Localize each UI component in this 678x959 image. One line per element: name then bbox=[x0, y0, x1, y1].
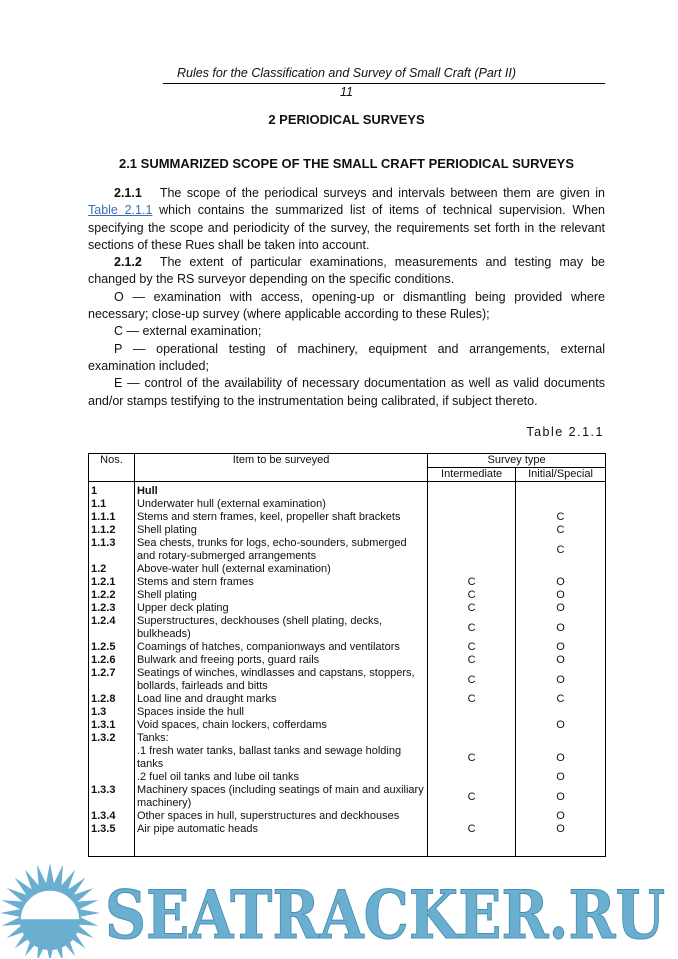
table-row bbox=[89, 706, 606, 719]
table-row bbox=[89, 537, 606, 563]
row-intermediate bbox=[428, 719, 516, 732]
row-intermediate: C bbox=[428, 693, 516, 706]
header-intermediate: Intermediate bbox=[428, 468, 516, 482]
row-item: Seatings of winches, windlasses and capstans, stoppers, bollards, fairleads and bitts bbox=[134, 667, 427, 693]
row-intermediate: C bbox=[428, 589, 516, 602]
legend-o: O — examination with access, opening-up or dismantling being provided where necessary; close-up survey (where applicable according to these Rules); bbox=[88, 289, 605, 322]
row-initial: O bbox=[516, 810, 606, 823]
table-row bbox=[89, 693, 606, 706]
row-number: 1 bbox=[89, 482, 135, 499]
row-intermediate: C bbox=[428, 615, 516, 641]
table-row bbox=[89, 641, 606, 654]
page-number: 11 bbox=[340, 85, 353, 99]
row-initial: O bbox=[516, 615, 606, 641]
para-text: The scope of the periodical surveys and intervals between them are given in bbox=[159, 186, 605, 200]
row-item: Other spaces in hull, superstructures and deckhouses bbox=[134, 810, 427, 823]
row-item: Coamings of hatches, companionways and ventilators bbox=[134, 641, 427, 654]
row-initial: C bbox=[516, 537, 606, 563]
row-item: Bulwark and freeing ports, guard rails bbox=[134, 654, 427, 667]
empty-cell bbox=[428, 836, 516, 857]
table-bottom bbox=[89, 836, 606, 857]
row-number bbox=[89, 771, 135, 784]
row-item: .1 fresh water tanks, ballast tanks and sewage holding tanks bbox=[134, 745, 427, 771]
row-number: 1.3.2 bbox=[89, 732, 135, 745]
row-intermediate bbox=[428, 511, 516, 524]
table-row bbox=[89, 602, 606, 615]
row-intermediate bbox=[428, 524, 516, 537]
table-row bbox=[89, 771, 606, 784]
table-link[interactable]: Table 2.1.1 bbox=[88, 203, 153, 218]
header-nos: Nos. bbox=[89, 454, 135, 482]
table-row bbox=[89, 563, 606, 576]
watermark-text: SEATRACKER.RU bbox=[105, 876, 665, 954]
row-intermediate: C bbox=[428, 667, 516, 693]
row-number: 1.2.3 bbox=[89, 602, 135, 615]
row-number: 1.1 bbox=[89, 498, 135, 511]
row-initial: O bbox=[516, 602, 606, 615]
header-initial: Initial/Special bbox=[516, 468, 606, 482]
table-label: Table 2.1.1 bbox=[526, 425, 604, 439]
row-item: Superstructures, deckhouses (shell plating, decks, bulkheads) bbox=[134, 615, 427, 641]
row-number: 1.2 bbox=[89, 563, 135, 576]
para-number: 2.1.1 bbox=[114, 186, 142, 200]
row-initial: O bbox=[516, 667, 606, 693]
table-row bbox=[89, 482, 606, 499]
row-initial bbox=[516, 563, 606, 576]
row-number: 1.1.3 bbox=[89, 537, 135, 563]
row-initial bbox=[516, 706, 606, 719]
row-item: Above-water hull (external examination) bbox=[134, 563, 427, 576]
row-initial: O bbox=[516, 641, 606, 654]
row-intermediate: C bbox=[428, 602, 516, 615]
row-intermediate bbox=[428, 498, 516, 511]
row-initial: O bbox=[516, 589, 606, 602]
row-intermediate bbox=[428, 482, 516, 499]
row-item: Machinery spaces (including seatings of main and auxiliary machinery) bbox=[134, 784, 427, 810]
row-number: 1.2.2 bbox=[89, 589, 135, 602]
row-initial bbox=[516, 498, 606, 511]
para-text: which contains the summarized list of items of technical supervision. When specifying the scope and periodicity of the survey, the requirements set forth in the relevant sections of these Rues shall be taken into account. bbox=[88, 203, 605, 252]
empty-cell bbox=[89, 836, 135, 857]
row-number: 1.2.1 bbox=[89, 576, 135, 589]
row-number: 1.3 bbox=[89, 706, 135, 719]
row-item: Underwater hull (external examination) bbox=[134, 498, 427, 511]
row-initial bbox=[516, 482, 606, 499]
row-initial: C bbox=[516, 524, 606, 537]
table-row bbox=[89, 810, 606, 823]
legend-c: C — external examination; bbox=[114, 324, 262, 339]
table-row bbox=[89, 615, 606, 641]
table-row bbox=[89, 667, 606, 693]
row-initial bbox=[516, 732, 606, 745]
row-item: Spaces inside the hull bbox=[134, 706, 427, 719]
row-intermediate bbox=[428, 563, 516, 576]
legend-e: E — control of the availability of necessary documentation as well as valid documents and/or stamps testifying to the instrumentation being calibrated, if subject thereto. bbox=[88, 376, 605, 408]
row-initial: O bbox=[516, 576, 606, 589]
chapter-title: 2 PERIODICAL SURVEYS bbox=[268, 112, 425, 127]
row-number: 1.2.6 bbox=[89, 654, 135, 667]
row-initial: O bbox=[516, 719, 606, 732]
row-item: Shell plating bbox=[134, 589, 427, 602]
row-intermediate bbox=[428, 537, 516, 563]
section-title: 2.1 SUMMARIZED SCOPE OF THE SMALL CRAFT PERIODICAL SURVEYS bbox=[118, 156, 575, 171]
row-number: 1.2.4 bbox=[89, 615, 135, 641]
row-intermediate bbox=[428, 732, 516, 745]
table-row bbox=[89, 576, 606, 589]
para-number: 2.1.2 bbox=[114, 255, 142, 270]
table-row bbox=[89, 823, 606, 836]
row-number: 1.3.1 bbox=[89, 719, 135, 732]
seatracker-watermark bbox=[0, 858, 678, 958]
row-item: Hull bbox=[134, 482, 427, 499]
row-item: Load line and draught marks bbox=[134, 693, 427, 706]
table-row bbox=[89, 654, 606, 667]
header-item: Item to be surveyed bbox=[134, 454, 427, 482]
body-text bbox=[88, 185, 605, 410]
empty-cell bbox=[134, 836, 427, 857]
paragraph-2-1-1 bbox=[88, 185, 605, 254]
row-number bbox=[89, 745, 135, 771]
row-number: 1.1.2 bbox=[89, 524, 135, 537]
row-initial: O bbox=[516, 771, 606, 784]
legend-p: P — operational testing of machinery, equipment and arrangements, external examination included; bbox=[88, 341, 605, 373]
row-intermediate bbox=[428, 771, 516, 784]
row-initial: O bbox=[516, 654, 606, 667]
row-item: Sea chests, trunks for logs, echo-sounders, submerged and rotary-submerged arrangements bbox=[134, 537, 427, 563]
row-intermediate: C bbox=[428, 654, 516, 667]
row-intermediate: C bbox=[428, 745, 516, 771]
row-number: 1.2.5 bbox=[89, 641, 135, 654]
row-number: 1.1.1 bbox=[89, 511, 135, 524]
row-number: 1.2.8 bbox=[89, 693, 135, 706]
row-item: Upper deck plating bbox=[134, 602, 427, 615]
row-intermediate: C bbox=[428, 576, 516, 589]
row-item: Air pipe automatic heads bbox=[134, 823, 427, 836]
row-intermediate: C bbox=[428, 823, 516, 836]
paragraph-2-1-2 bbox=[88, 254, 605, 289]
row-item: .2 fuel oil tanks and lube oil tanks bbox=[134, 771, 427, 784]
row-number: 1.3.5 bbox=[89, 823, 135, 836]
row-number: 1.3.4 bbox=[89, 810, 135, 823]
table-row bbox=[89, 589, 606, 602]
row-item: Shell plating bbox=[134, 524, 427, 537]
row-item: Stems and stern frames bbox=[134, 576, 427, 589]
table-row bbox=[89, 511, 606, 524]
table-row bbox=[89, 784, 606, 810]
row-number: 1.3.3 bbox=[89, 784, 135, 810]
row-item: Stems and stern frames, keel, propeller shaft brackets bbox=[134, 511, 427, 524]
para-text: The extent of particular examinations, measurements and testing may be changed by the RS surveyor depending on the specific conditions. bbox=[88, 255, 605, 287]
row-intermediate bbox=[428, 706, 516, 719]
header-survey-type: Survey type bbox=[428, 454, 606, 468]
table-row bbox=[89, 524, 606, 537]
row-initial: O bbox=[516, 745, 606, 771]
row-intermediate: C bbox=[428, 641, 516, 654]
header-rule bbox=[163, 83, 605, 84]
empty-cell bbox=[516, 836, 606, 857]
table-row bbox=[89, 498, 606, 511]
row-initial: C bbox=[516, 511, 606, 524]
row-intermediate bbox=[428, 810, 516, 823]
row-intermediate: C bbox=[428, 784, 516, 810]
survey-table bbox=[88, 453, 606, 857]
table-row bbox=[89, 732, 606, 745]
row-initial: O bbox=[516, 784, 606, 810]
row-number: 1.2.7 bbox=[89, 667, 135, 693]
row-item: Void spaces, chain lockers, cofferdams bbox=[134, 719, 427, 732]
row-item: Tanks: bbox=[134, 732, 427, 745]
running-title: Rules for the Classification and Survey of Small Craft (Part II) bbox=[176, 66, 516, 80]
row-initial: O bbox=[516, 823, 606, 836]
table-row bbox=[89, 745, 606, 771]
row-initial: C bbox=[516, 693, 606, 706]
sun-logo-icon bbox=[0, 863, 100, 958]
table-row bbox=[89, 719, 606, 732]
